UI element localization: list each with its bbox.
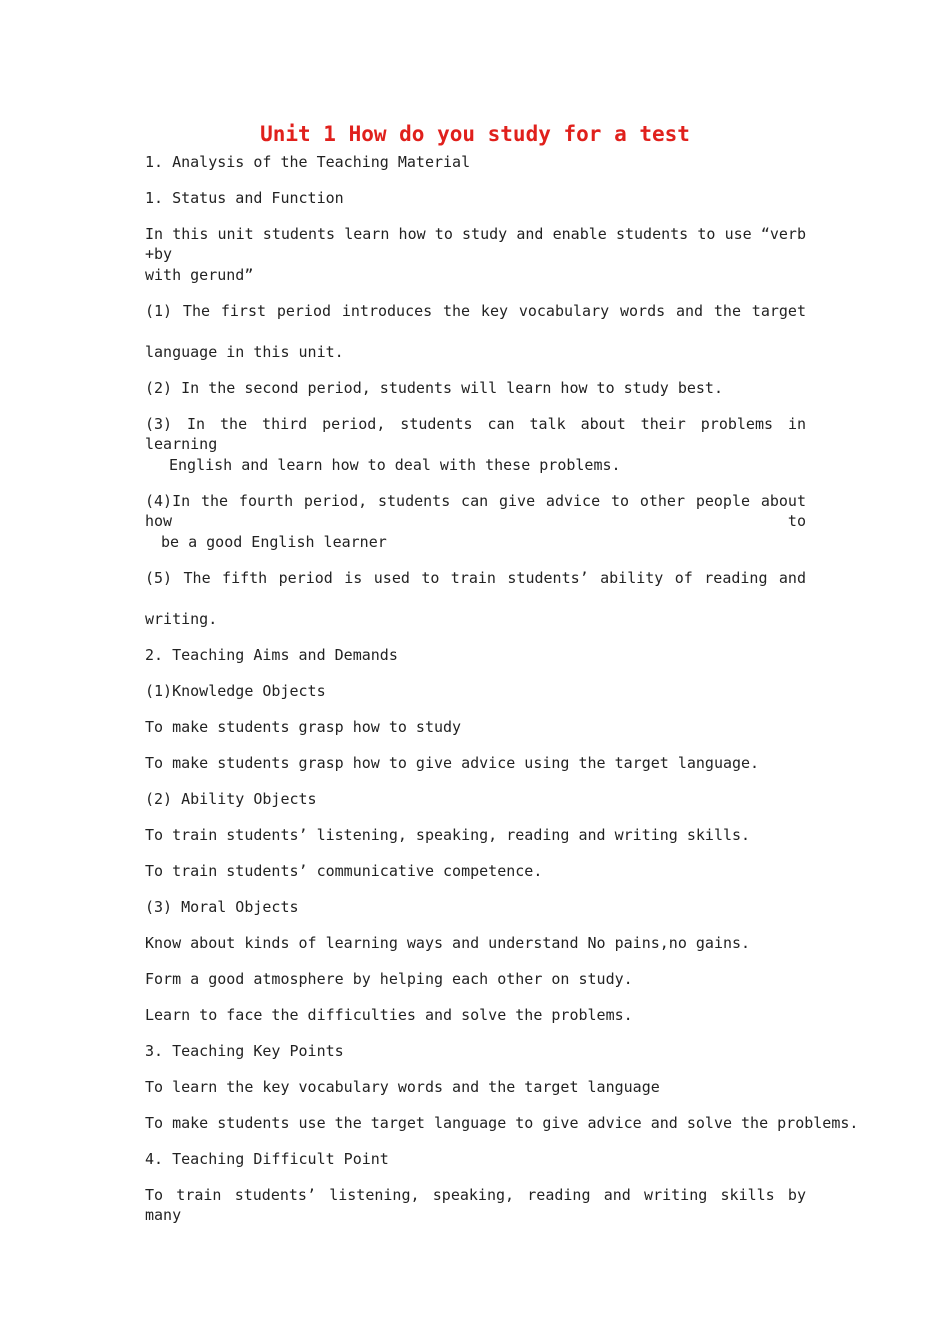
- section-heading-key-points: 3. Teaching Key Points: [145, 1042, 344, 1060]
- paragraph-line: To make students use the target language to give advice and solve the problems.: [145, 1114, 859, 1132]
- paragraph-line: To make students grasp how to give advice using the target language.: [145, 754, 760, 772]
- list-item-period-5: (5) The fifth period is used to train students’ ability of reading and: [145, 569, 806, 587]
- section-heading-difficult-point: 4. Teaching Difficult Point: [145, 1150, 389, 1168]
- list-item-period-2: (2) In the second period, students will learn how to study best.: [145, 379, 723, 397]
- list-item-period-4: (4)In the fourth period, students can give advice to other people about how to: [145, 492, 806, 530]
- document-title: Unit 1 How do you study for a test: [260, 122, 690, 146]
- paragraph-line: writing.: [145, 610, 218, 628]
- list-item-period-3: (3) In the third period, students can talk about their problems in learning: [145, 415, 806, 453]
- subsection-heading-status: 1. Status and Function: [145, 189, 344, 207]
- paragraph-line: Form a good atmosphere by helping each other on study.: [145, 970, 633, 988]
- paragraph-line: To make students grasp how to study: [145, 718, 462, 736]
- paragraph-line: To train students’ communicative competence.: [145, 862, 543, 880]
- section-heading-aims: 2. Teaching Aims and Demands: [145, 646, 398, 664]
- paragraph-line: be a good English learner: [161, 533, 387, 551]
- subsection-heading-ability: (2) Ability Objects: [145, 790, 317, 808]
- paragraph-line: In this unit students learn how to study and enable students to use “verb +by: [145, 225, 806, 263]
- paragraph-line: English and learn how to deal with these problems.: [169, 456, 621, 474]
- subsection-heading-moral: (3) Moral Objects: [145, 898, 299, 916]
- paragraph-line: To learn the key vocabulary words and the target language: [145, 1078, 660, 1096]
- list-item-period-1: (1) The first period introduces the key vocabulary words and the target: [145, 302, 806, 320]
- paragraph-line: To train students’ listening, speaking, reading and writing skills.: [145, 826, 751, 844]
- paragraph-line: with gerund”: [145, 266, 254, 284]
- section-heading-analysis: 1. Analysis of the Teaching Material: [145, 153, 471, 171]
- paragraph-line: Know about kinds of learning ways and understand No pains,no gains.: [145, 934, 751, 952]
- subsection-heading-knowledge: (1)Knowledge Objects: [145, 682, 326, 700]
- paragraph-line: Learn to face the difficulties and solve the problems.: [145, 1006, 633, 1024]
- paragraph-line: language in this unit.: [145, 343, 344, 361]
- paragraph-line: To train students’ listening, speaking, reading and writing skills by many: [145, 1186, 806, 1224]
